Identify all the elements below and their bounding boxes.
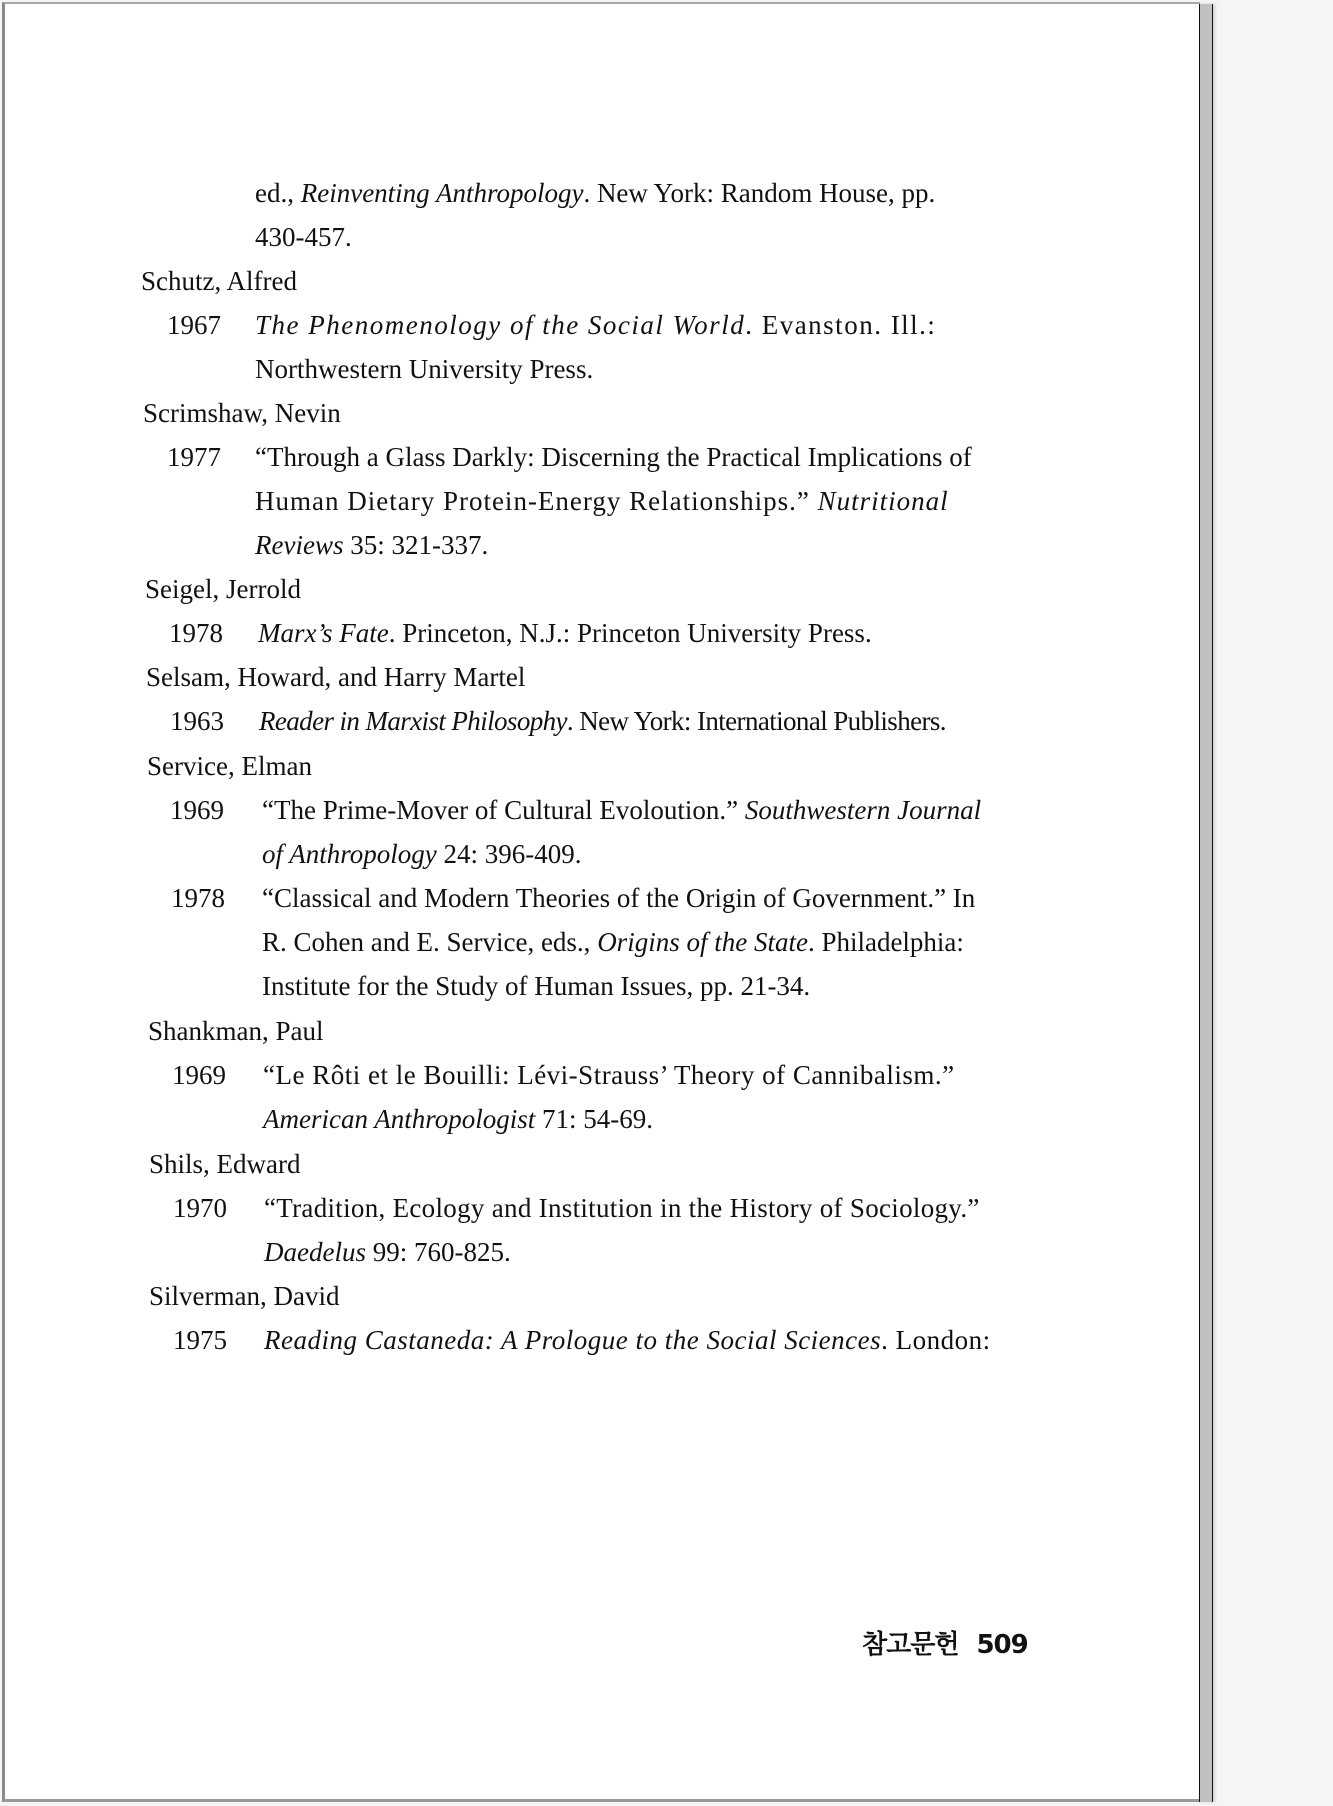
- entry-year: 1975: [173, 1325, 227, 1355]
- author-heading: Selsam, Howard, and Harry Martel: [146, 662, 526, 692]
- entry-citation-line3: Reviews 35: 321-337.: [255, 530, 489, 560]
- author-heading: Service, Elman: [147, 751, 312, 781]
- entry-citation-line2: Daedelus 99: 760-825.: [264, 1237, 511, 1267]
- entry-citation-line2: Northwestern University Press.: [255, 354, 594, 384]
- entry-year: 1963: [170, 706, 224, 736]
- entry-year: 1977: [167, 442, 221, 472]
- entry-citation-line2: R. Cohen and E. Service, eds., Origins of the State. Philadelphia:: [262, 927, 964, 957]
- page-edge-bevel: [1199, 4, 1213, 1802]
- author-heading: Schutz, Alfred: [141, 266, 297, 296]
- page-footer: [862, 1624, 1028, 1661]
- entry-year: 1969: [172, 1060, 226, 1090]
- page-number: 509: [976, 1630, 1028, 1660]
- entry-citation-line3: Institute for the Study of Human Issues, pp. 21-34.: [262, 971, 811, 1001]
- entry-year: 1969: [170, 795, 224, 825]
- entry-citation: Marx’s Fate. Princeton, N.J.: Princeton University Press.: [258, 618, 872, 648]
- running-section-title: 참고문헌: [862, 1630, 959, 1660]
- entry-continuation-line2: 430-457.: [255, 222, 352, 252]
- entry-citation-line2: Human Dietary Protein-Energy Relationships.” Nutritional: [255, 486, 949, 516]
- author-heading: Silverman, David: [149, 1281, 340, 1311]
- entry-citation-line2: American Anthropologist 71: 54-69.: [263, 1104, 653, 1134]
- author-heading: Seigel, Jerrold: [145, 574, 301, 604]
- entry-year: 1978: [171, 883, 225, 913]
- entry-citation: “The Prime-Mover of Cultural Evoloution.” Southwestern Journal: [262, 795, 982, 825]
- entry-year: 1970: [173, 1193, 227, 1223]
- author-heading: Scrimshaw, Nevin: [143, 398, 341, 428]
- entry-citation: Reading Castaneda: A Prologue to the Social Sciences. London:: [264, 1325, 991, 1355]
- entry-citation: “Le Rôti et le Bouilli: Lévi-Strauss’ Theory of Cannibalism.”: [263, 1060, 955, 1090]
- entry-citation: “Through a Glass Darkly: Discerning the Practical Implications of: [255, 442, 972, 472]
- author-heading: Shils, Edward: [149, 1149, 301, 1179]
- entry-continuation: ed., Reinventing Anthropology. New York: Random House, pp.: [255, 178, 936, 208]
- entry-citation: “Tradition, Ecology and Institution in the History of Sociology.”: [264, 1193, 980, 1223]
- entry-citation: The Phenomenology of the Social World. Evanston. Ill.:: [255, 310, 937, 340]
- entry-citation-line2: of Anthropology 24: 396-409.: [262, 839, 582, 869]
- entry-year: 1967: [167, 310, 221, 340]
- entry-year: 1978: [169, 618, 223, 648]
- author-heading: Shankman, Paul: [148, 1016, 324, 1046]
- entry-citation: Reader in Marxist Philosophy. New York: International Publishers.: [259, 706, 946, 736]
- entry-citation: “Classical and Modern Theories of the Origin of Government.” In: [262, 883, 976, 913]
